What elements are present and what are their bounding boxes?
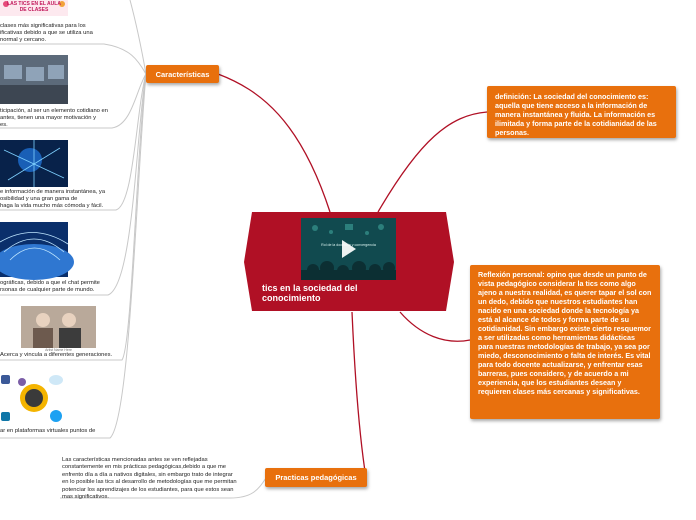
branch-practicas[interactable] bbox=[265, 468, 367, 487]
family-photo[interactable] bbox=[21, 306, 96, 352]
connector-reflexion bbox=[400, 312, 470, 341]
globe-connections-icon bbox=[0, 222, 68, 277]
branch-reflexion-text: Reflexión personal: opino que desde un punto de vista pedagógico considerar la tics como algo ajeno a nuestra realidad, es querer tapar el sol con un dedo, debido que nuestros estudiantes han nacido en una sociedad donde la tecnología ya está al alcance de todos y forma parte de su cotidianidad. Sin embargo existe cierto resquemor a ser utilizadas como herramientas didácticas para nuestras metodologías de trabajo, ya sea por miedo, desconocimiento o falta de interés. Es vital para todo docente actualizarse, y enfrentar esas barreras, pues considero, y de acuerdo a mi experiencia, que los estudiantes desean y requieren clases más cercanas y significativas. bbox=[478, 270, 652, 396]
classroom-photo[interactable] bbox=[0, 55, 68, 104]
social-network-image[interactable] bbox=[0, 372, 68, 424]
branch-caracteristicas[interactable] bbox=[146, 65, 219, 83]
social-network-icon bbox=[0, 372, 68, 424]
connector-caracteristicas bbox=[218, 74, 330, 212]
central-title: tics en la sociedad del conocimiento bbox=[262, 283, 358, 303]
leaf-text-3: e información de manera instantánea, ya osibilidad y una gran gama de haga la vida mucho más cómoda y fácil. bbox=[0, 189, 106, 209]
photo-credit: Artist Name Here bbox=[45, 348, 72, 352]
video-caption: Rol de la docencia y convergencia bbox=[321, 243, 376, 247]
branch-definicion[interactable] bbox=[487, 86, 676, 138]
leaf-text-practicas: Las características mencionadas antes se ven reflejadas constantemente en mis prácticas pedagógicas,debido a que me enfrento día a día a nativos digitales, sin embargo trato de integrar en lo posible las tics al desarrollo de metodologías que me permitan potenciar los aprendizajes de los estudiantes, para que estos sean mas significativos. bbox=[62, 457, 237, 501]
central-video-thumbnail[interactable] bbox=[301, 218, 396, 280]
connector-practicas bbox=[352, 312, 366, 478]
digital-network-icon bbox=[0, 140, 68, 187]
leaf-text-1: clases más significativas para los ificativas debido a que se utiliza una normal y cercano. bbox=[0, 23, 93, 43]
leaf-text-4: ográficas, debido a que el chat permite rsonas de cualquier parte de mundo. bbox=[0, 280, 100, 293]
banner-image[interactable] bbox=[0, 0, 68, 16]
branch-practicas-label: Practicas pedagógicas bbox=[275, 473, 357, 482]
branch-caracteristicas-label: Características bbox=[155, 69, 210, 79]
leaf-text-5: Acerca y vincula a diferentes generaciones. bbox=[0, 352, 113, 358]
leaf-text-6: ar en plataformas virtuales puntos de bbox=[0, 428, 96, 434]
leaf-connector-1 bbox=[130, 0, 146, 74]
play-icon[interactable] bbox=[342, 240, 356, 258]
classroom-photo-icon bbox=[0, 55, 68, 104]
branch-definicion-text: definición: La sociedad del conocimiento es: aquella que tiene acceso a la información de manera instantánea y fluida. La información es ilimitada y forma parte de la cotidianidad de las personas. bbox=[495, 92, 657, 137]
digital-network-image[interactable] bbox=[0, 140, 68, 187]
family-photo-icon bbox=[21, 306, 96, 348]
globe-connections-image[interactable] bbox=[0, 222, 68, 277]
branch-reflexion[interactable] bbox=[470, 265, 660, 419]
banner-text: LAS TICS EN EL AULA DE CLASES bbox=[7, 1, 61, 13]
connector-definicion bbox=[378, 112, 487, 212]
leaf-text-2: ticipación, al ser un elemento cotidiano en antes, tienen una mayor motivación y es. bbox=[0, 108, 108, 128]
